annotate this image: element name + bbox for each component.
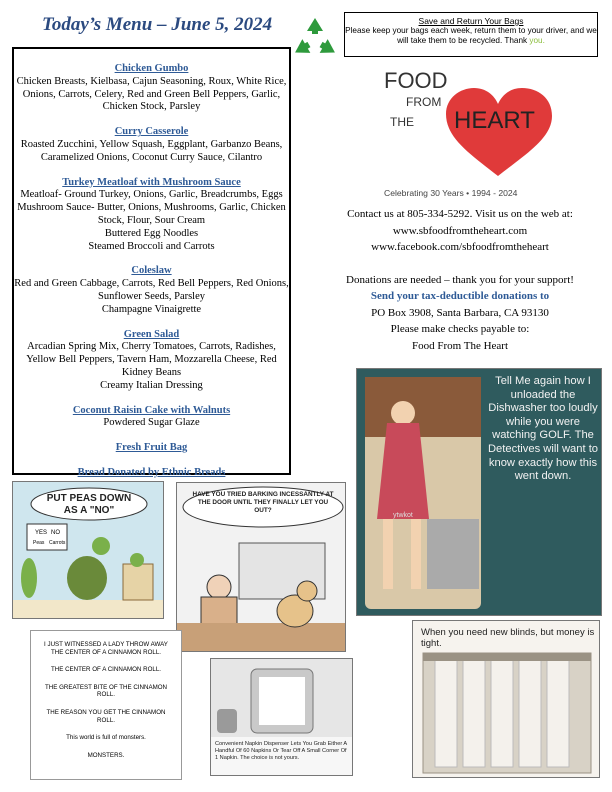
- dish-name: Fresh Fruit Bag: [115, 442, 188, 454]
- dish-name: Turkey Meatloaf with Mushroom Sauce: [62, 176, 241, 188]
- sign-yes: YES: [35, 530, 48, 536]
- checks-line: Please make checks payable to:: [390, 323, 530, 335]
- blinds-caption: When you need new blinds, but money is tight.: [421, 627, 595, 649]
- peas-bubble-line2: AS A "NO": [63, 505, 115, 516]
- dish-name: Coconut Raisin Cake with Walnuts: [72, 404, 231, 416]
- dishwasher-meme: [356, 368, 602, 616]
- dish-description: Arcadian Spring Mix, Cherry Tomatoes, Carrots, Radishes, Yellow Bell Peppers, Tavern Ham, Mozzarella Cheese, Red Kidney Beans: [26, 341, 277, 378]
- sign-peas: Peas: [33, 540, 45, 546]
- logo-food: FOOD: [384, 68, 448, 93]
- dish-side: Buttered Egg Noodles: [104, 227, 199, 239]
- dish-side: Champagne Vinaigrette: [101, 303, 202, 315]
- barking-cartoon: [176, 482, 346, 652]
- send-donations-line: Send your tax-deductible donations to: [370, 290, 550, 302]
- food-from-the-heart-logo: [380, 62, 560, 202]
- note-line: THE REASON YOU GET THE CINNAMON ROLL.: [46, 708, 166, 724]
- menu-item: [14, 265, 289, 316]
- menu-item: [14, 63, 289, 114]
- dish-side: Creamy Italian Dressing: [100, 379, 203, 391]
- notice-heading: Save and Return Your Bags: [418, 16, 524, 26]
- dish-description: Chicken Breasts, Kielbasa, Cajun Seasoning, Roux, White Rice, Onions, Carrots, Celery, Red and Green Bell Peppers, Garlic, Chicken Stock, Parsley: [16, 75, 287, 113]
- dish-name: Curry Casserole: [114, 126, 189, 138]
- facebook-link[interactable]: www.facebook.com/sbfoodfromtheheart: [371, 241, 549, 253]
- dish-name: Coleslaw: [131, 265, 172, 277]
- dish-description: Meatloaf- Ground Turkey, Onions, Garlic, Breadcrumbs, Eggs Mushroom Sauce- Butter, Onions, Mushrooms, Garlic, Chicken Stock, Flour, Sour Cream: [17, 189, 286, 226]
- napkin-dispenser-meme: [210, 658, 353, 776]
- notice-body: Please keep your bags each week, return them to your driver, and we will take them to be recycled. Thank you.: [345, 26, 597, 45]
- dish-name: Chicken Gumbo: [114, 63, 189, 74]
- contact-info: [320, 206, 600, 354]
- note-line: MONSTERS.: [87, 751, 125, 759]
- note-line: THE CENTER OF A CINNAMON ROLL.: [50, 666, 161, 674]
- page-title: Today’s Menu – June 5, 2024: [42, 14, 273, 35]
- note-line: This world is full of monsters.: [66, 734, 146, 742]
- logo-the: THE: [390, 115, 414, 129]
- menu-item: [14, 442, 289, 455]
- blinds-meme: [412, 620, 600, 778]
- logo-tagline: Celebrating 30 Years • 1994 - 2024: [384, 188, 518, 198]
- menu-box: [12, 47, 291, 478]
- menu-item: [14, 177, 289, 254]
- turtle-shell: [67, 556, 107, 600]
- meme-watermark: ytwkot: [393, 512, 413, 519]
- cinnamon-roll-note: [30, 630, 182, 780]
- dish-name: Bread Donated by Ethnic Breads: [77, 466, 226, 478]
- dish-description: Red and Green Cabbage, Carrots, Red Bell Peppers, Red Onions, Sunflower Seeds, Parsley: [14, 278, 289, 302]
- contact-line: Contact us at 805-334-5292. Visit us on the web at:: [347, 208, 573, 220]
- sign-no: NO: [51, 530, 60, 536]
- save-bags-notice: [344, 12, 598, 57]
- dish-side: Steamed Broccoli and Carrots: [88, 240, 215, 252]
- logo-from: FROM: [406, 95, 442, 109]
- sign-carrots: Carrots: [49, 540, 66, 546]
- peas-cartoon: [12, 481, 164, 619]
- dish-description: Roasted Zucchini, Yellow Squash, Eggplant, Garbanzo Beans, Caramelized Onions, Coconut Curry Sauce, Cilantro: [20, 138, 283, 163]
- recycle-icon: [290, 14, 340, 64]
- dish-name: Green Salad: [123, 328, 180, 340]
- menu-item: [14, 467, 289, 480]
- napkin-caption: Convenient Napkin Dispenser Lets You Grab Either A Handful Of 60 Napkins Or Tear Off A Small Corner Of 1 Napkin. The choice is not yours.: [215, 741, 347, 761]
- note-line: I JUST WITNESSED A LADY THROW AWAY THE CENTER OF A CINNAMON ROLL.: [44, 641, 168, 656]
- mailing-address: PO Box 3908, Santa Barbara, CA 93130: [371, 306, 549, 319]
- menu-item: [14, 405, 289, 431]
- menu-item: [14, 329, 289, 393]
- payee-line: Food From The Heart: [411, 339, 509, 352]
- peas-bubble-line1: PUT PEAS DOWN: [46, 493, 132, 504]
- barking-bubble: HAVE YOU TRIED BARKING INCESSANTLY AT THE DOOR UNTIL THEY FINALLY LET YOU OUT?: [192, 491, 334, 514]
- website-link[interactable]: www.sbfoodfromtheheart.com: [392, 224, 528, 237]
- dish-description: Powdered Sugar Glaze: [103, 417, 200, 429]
- donations-line: Donations are needed – thank you for your support!: [346, 273, 574, 286]
- note-line: THE GREATEST BITE OF THE CINNAMON ROLL.: [44, 683, 168, 699]
- menu-item: [14, 126, 289, 164]
- logo-heart: HEART: [454, 107, 535, 134]
- dishwasher-caption: Tell Me again how I unloaded the Dishwasher too loudly while you were watching GOLF. The Detectives will want to know exactly how this went down.: [487, 375, 599, 483]
